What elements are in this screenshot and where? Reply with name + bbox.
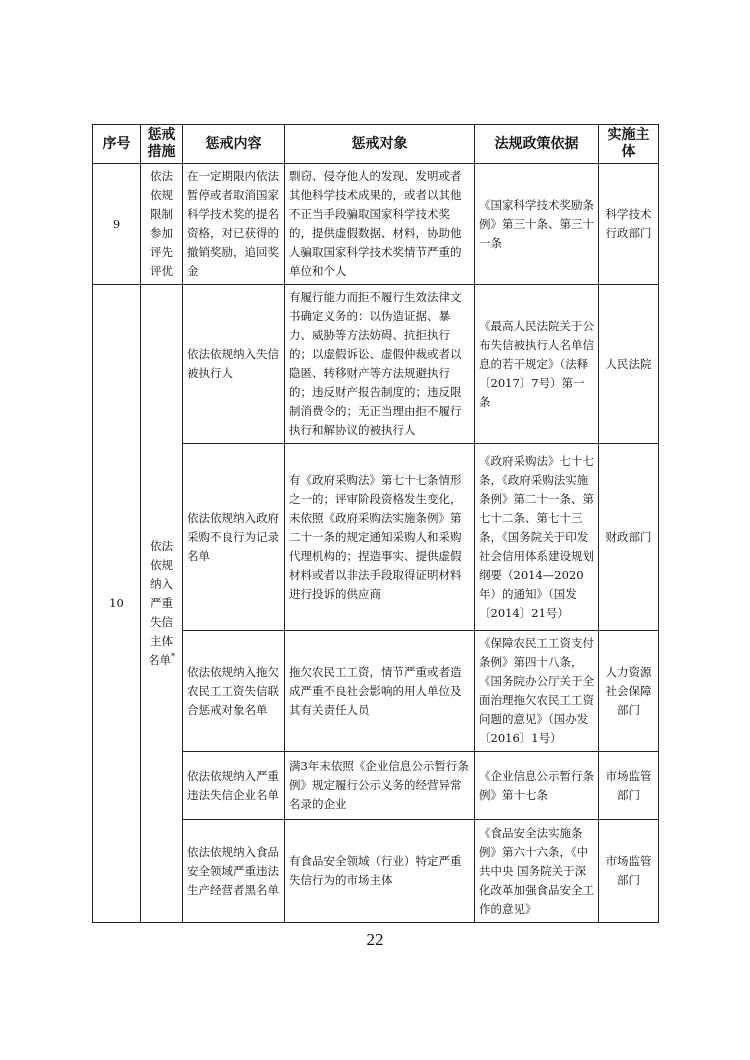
row10-2-content: 依法依规纳入政府采购不良行为记录名单 [183, 444, 285, 631]
row10-3-executor: 人力资源社会保障部门 [599, 631, 659, 752]
table-header-row [93, 125, 659, 164]
page-number: 22 [366, 930, 384, 949]
row9-serial: 9 [93, 164, 141, 285]
header-content: 惩戒内容 [183, 125, 285, 164]
row9-basis: 《国家科学技术奖励条例》第三十条、第三十一条 [475, 164, 599, 285]
row10-1-executor: 人民法院 [599, 285, 659, 444]
row10-serial: 10 [93, 285, 141, 923]
row10-3-basis: 《保障农民工工资支付条例》第四十八条，《国务院办公厅关于全面治理拖欠农民工工资问题的意见》（国办发〔2016〕1号） [475, 631, 599, 752]
row10-5-basis: 《食品安全法实施条例》第六十六条，《中共中央 国务院关于深化改革加强食品安全工作的意见》 [475, 820, 599, 923]
row10-2-basis: 《政府采购法》七十七条，《政府采购法实施条例》第二十一条、第七十二条、第七十三条，《国务院关于印发社会信用体系建设规划纲要（2014—2020年）的通知》（国发〔2014〕21号） [475, 444, 599, 631]
row10-1-basis: 《最高人民法院关于公布失信被执行人名单信息的若干规定》（法释〔2017〕7号）第一条 [475, 285, 599, 444]
row10-4-content: 依法依规纳入严重违法失信企业名单 [183, 752, 285, 820]
row10-3-target: 拖欠农民工工资，情节严重或者造成严重不良社会影响的用人单位及其有关责任人员 [285, 631, 475, 752]
row10-4-executor: 市场监管部门 [599, 752, 659, 820]
table-row [93, 164, 659, 285]
row10-4-basis: 《企业信息公示暂行条例》第十七条 [475, 752, 599, 820]
table-row [93, 285, 659, 444]
row10-3-content: 依法依规纳入拖欠农民工工资失信联合惩戒对象名单 [183, 631, 285, 752]
row10-1-content: 依法依规纳入失信被执行人 [183, 285, 285, 444]
header-executor: 实施主体 [599, 125, 659, 164]
row10-5-content: 依法依规纳入食品安全领域严重违法生产经营者黑名单 [183, 820, 285, 923]
row10-measure [141, 285, 183, 923]
row10-2-executor: 财政部门 [599, 444, 659, 631]
row9-target: 剽窃、侵夺他人的发现、发明或者其他科学技术成果的，或者以其他不正当手段骗取国家科学技术奖的，提供虚假数据、材料，协助他人骗取国家科学技术奖情节严重的单位和个人 [285, 164, 475, 285]
row9-executor: 科学技术行政部门 [599, 164, 659, 285]
row10-5-executor: 市场监管部门 [599, 820, 659, 923]
row10-measure-text: 依法依规纳入严重失信主体名单 [148, 539, 173, 667]
row10-4-target: 满3年未依照《企业信息公示暂行条例》规定履行公示义务的经营异常名录的企业 [285, 752, 475, 820]
row10-2-target: 有《政府采购法》第七十七条情形之一的；评审阶段资格发生变化，未依照《政府采购法实施条例》第二十一条的规定通知采购人和采购代理机构的；捏造事实、提供虚假材料或者以非法手段取得证明材料进行投诉的供应商 [285, 444, 475, 631]
row10-measure-mark: * [171, 652, 175, 662]
row9-content: 在一定期限内依法暂停或者取消国家科学技术奖的提名资格，对已获得的撤销奖励，追回奖金 [183, 164, 285, 285]
row10-5-target: 有食品安全领域（行业）特定严重失信行为的市场主体 [285, 820, 475, 923]
header-serial: 序号 [93, 125, 141, 164]
row10-1-target: 有履行能力而拒不履行生效法律文书确定义务的：以伪造证据、暴力、威胁等方法妨碍、抗拒执行的；以虚假诉讼、虚假仲裁或者以隐匿、转移财产等方法规避执行的；违反财产报告制度的；违反限制消费令的；无正当理由拒不履行执行和解协议的被执行人 [285, 285, 475, 444]
header-measure: 惩戒措施 [141, 125, 183, 164]
row9-measure: 依法依规限制参加评先评优 [141, 164, 183, 285]
punishment-table [92, 124, 659, 923]
header-basis: 法规政策依据 [475, 125, 599, 164]
header-target: 惩戒对象 [285, 125, 475, 164]
